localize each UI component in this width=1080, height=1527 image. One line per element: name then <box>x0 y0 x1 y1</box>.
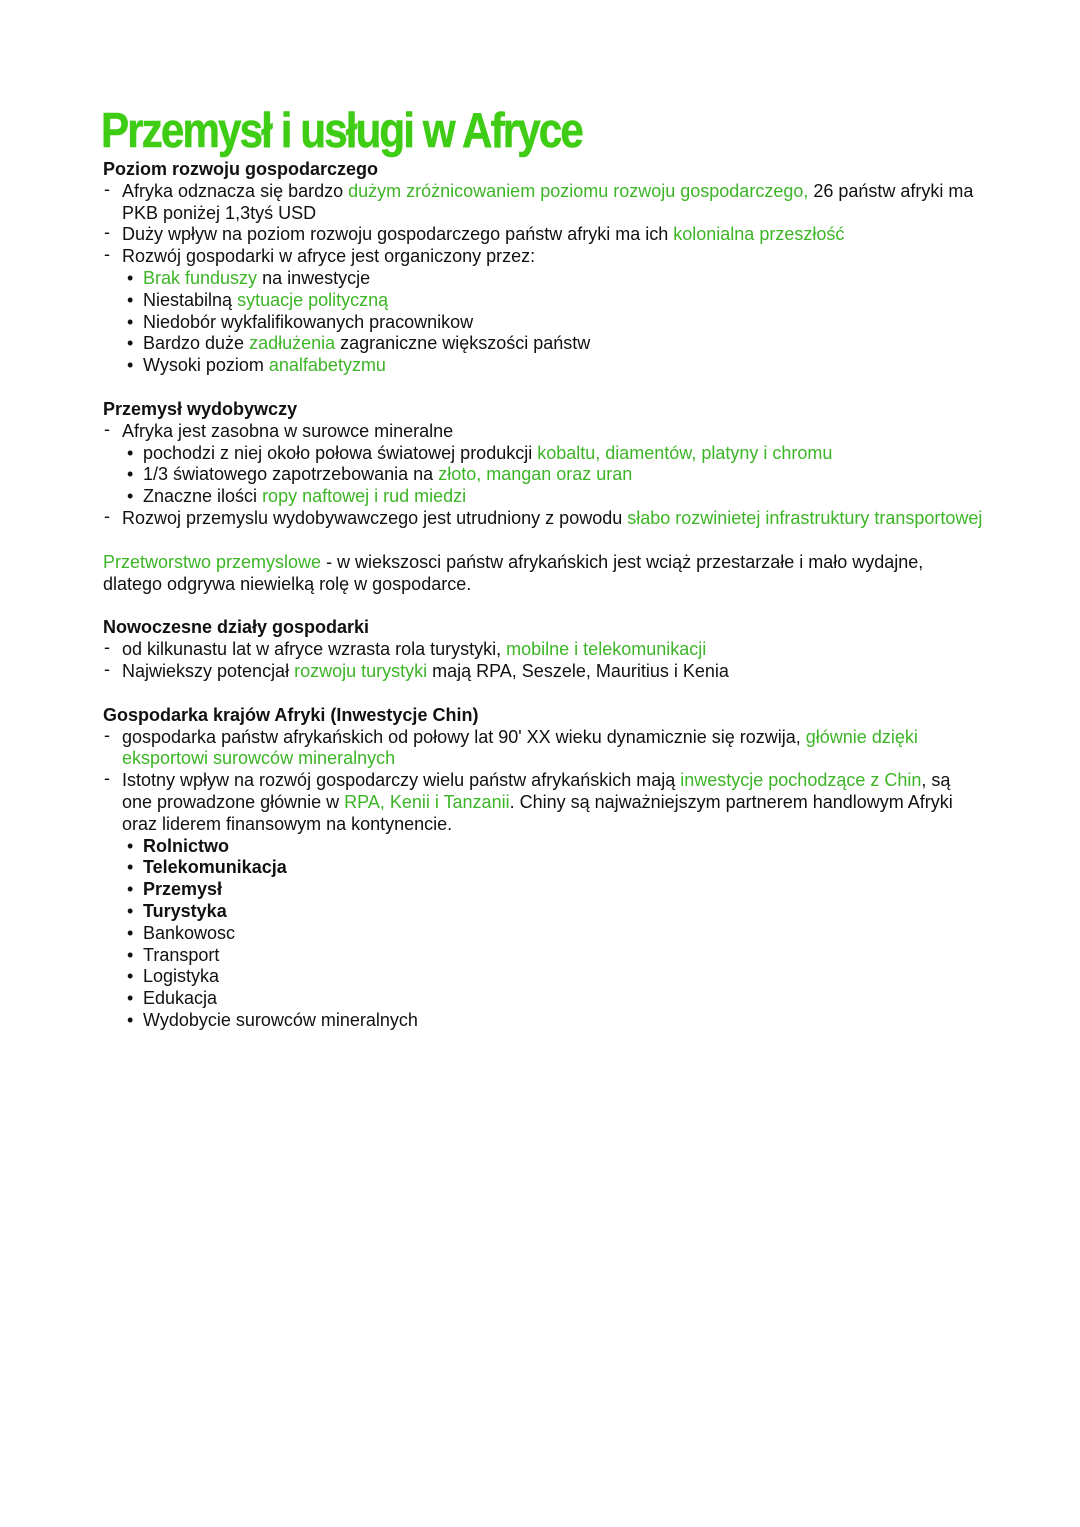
highlight: słabo rozwinietej infrastruktury transportowej <box>627 507 983 528</box>
list-item <box>103 246 983 268</box>
text: , są one prowadzone głównie w <box>122 770 951 812</box>
list-item <box>103 443 983 465</box>
sector-label: Telekomunikacja <box>143 857 287 878</box>
section-development-level <box>103 159 983 377</box>
text: 1/3 światowego zapotrzebowania na <box>143 464 439 485</box>
highlight: zadłużenia <box>249 333 336 354</box>
text: Niedobór wykfalifikowanych pracownikow <box>143 311 474 332</box>
list-item <box>103 857 983 879</box>
highlight: kolonialna przeszłość <box>673 224 845 245</box>
sector-label: Wydobycie surowców mineralnych <box>143 1009 418 1030</box>
list-item <box>103 508 983 530</box>
bullet-list <box>103 443 983 508</box>
bullet-list <box>103 923 983 1032</box>
section-modern-sectors <box>103 617 983 682</box>
list-item <box>103 661 983 683</box>
list-item <box>103 290 983 312</box>
sector-label: Edukacja <box>143 988 218 1009</box>
highlight: rozwoju turystyki <box>294 660 428 681</box>
section-mining-industry <box>103 399 983 530</box>
highlight: złoto, mangan oraz uran <box>438 464 633 485</box>
text: Bardzo duże <box>143 333 250 354</box>
highlight: Przetworstwo przemyslowe <box>103 551 322 572</box>
bullet-list <box>103 268 983 377</box>
processing-paragraph <box>103 552 983 596</box>
list-item <box>103 770 983 835</box>
dash-list <box>103 639 983 683</box>
section-china-investment <box>103 705 983 1032</box>
dash-list <box>103 727 983 836</box>
text: 26 państw afryki ma PKB poniżej 1,3tyś USD <box>122 180 974 223</box>
text: Znaczne ilości <box>143 486 263 507</box>
list-item <box>103 181 983 225</box>
list-item <box>103 464 983 486</box>
sector-label: Logistyka <box>143 966 220 987</box>
list-item <box>103 639 983 661</box>
text: gospodarka państw afrykańskich od połowy lat 90' XX wieku dynamicznie się rozwija, <box>122 726 806 747</box>
text: Rozwoj przemyslu wydobywawczego jest utrudniony z powodu <box>122 507 628 528</box>
text: Wysoki poziom <box>143 355 269 376</box>
sector-label: Rolnictwo <box>143 835 229 856</box>
text: Afryka jest zasobna w surowce mineralne <box>122 420 454 441</box>
list-item <box>103 945 983 967</box>
highlight: dużym zróżnicowaniem poziomu rozwoju gospodarczego, <box>348 180 809 201</box>
text: zagraniczne większości państw <box>335 333 591 354</box>
list-item <box>103 268 983 290</box>
list-item <box>103 312 983 334</box>
text: mają RPA, Seszele, Mauritius i Kenia <box>427 660 729 681</box>
sector-label: Transport <box>143 944 220 965</box>
sector-label: Przemysł <box>143 879 223 900</box>
text: pochodzi z niej około połowa światowej produkcji <box>143 442 538 463</box>
highlight: mobilne i telekomunikacji <box>506 639 707 660</box>
text: na inwestycje <box>257 267 371 288</box>
list-item <box>103 1010 983 1032</box>
spacer <box>103 377 983 399</box>
text: Duży wpływ na poziom rozwoju gospodarczego państw afryki ma ich <box>122 224 674 245</box>
text: Istotny wpływ na rozwój gospodarczy wielu państw afrykańskich mają <box>122 770 681 791</box>
section-heading: Poziom rozwoju gospodarczego <box>103 159 379 179</box>
section-heading: Gospodarka krajów Afryki (Inwestycje Chin) <box>103 704 479 725</box>
sector-label: Turystyka <box>143 900 227 921</box>
section-heading: Przemysł wydobywczy <box>103 398 298 419</box>
text: Najwiekszy potencjał <box>122 660 295 681</box>
dash-list <box>103 181 983 268</box>
bullet-list-bold <box>103 836 983 923</box>
list-item <box>103 836 983 858</box>
highlight: RPA, Kenii i Tanzanii <box>344 791 510 812</box>
highlight: kobaltu, diamentów, platyny i chromu <box>537 442 833 463</box>
highlight: głównie dzięki eksportowi surowców mineralnych <box>122 726 918 769</box>
spacer <box>103 530 983 552</box>
highlight: ropy naftowej i rud miedzi <box>262 486 467 507</box>
list-item <box>103 421 983 443</box>
list-item <box>103 901 983 923</box>
text: Rozwój gospodarki w afryce jest organiczony przez: <box>122 246 536 267</box>
text: Afryka odznacza się bardzo <box>122 180 349 201</box>
text: - w wiekszosci państw afrykańskich jest wciąż przestarzałe i mało wydajne, dlatego odgrywa niewielką rolę w gospodarce. <box>103 551 924 594</box>
list-item <box>103 486 983 508</box>
list-item <box>103 333 983 355</box>
list-item <box>103 966 983 988</box>
list-item <box>103 923 983 945</box>
page-title: Przemysł i usługi w Afryce <box>101 104 582 158</box>
list-item <box>103 224 983 246</box>
list-item <box>103 355 983 377</box>
document-body <box>103 159 983 1032</box>
text: Niestabilną <box>143 289 238 310</box>
highlight: analfabetyzmu <box>268 355 386 376</box>
list-item <box>103 727 983 771</box>
section-heading: Nowoczesne działy gospodarki <box>103 617 370 638</box>
text: od kilkunastu lat w afryce wzrasta rola turystyki, <box>122 639 507 660</box>
highlight: sytuacje polityczną <box>237 289 389 310</box>
spacer <box>103 595 983 617</box>
spacer <box>103 683 983 705</box>
dash-list <box>103 508 983 530</box>
text: . Chiny są najważniejszym partnerem handlowym Afryki oraz liderem finansowym na kontynencie. <box>122 791 953 834</box>
highlight: Brak funduszy <box>143 267 258 288</box>
list-item <box>103 879 983 901</box>
sector-label: Bankowosc <box>143 922 236 943</box>
list-item <box>103 988 983 1010</box>
dash-list <box>103 421 983 443</box>
highlight: inwestycje pochodzące z Chin <box>680 770 922 791</box>
